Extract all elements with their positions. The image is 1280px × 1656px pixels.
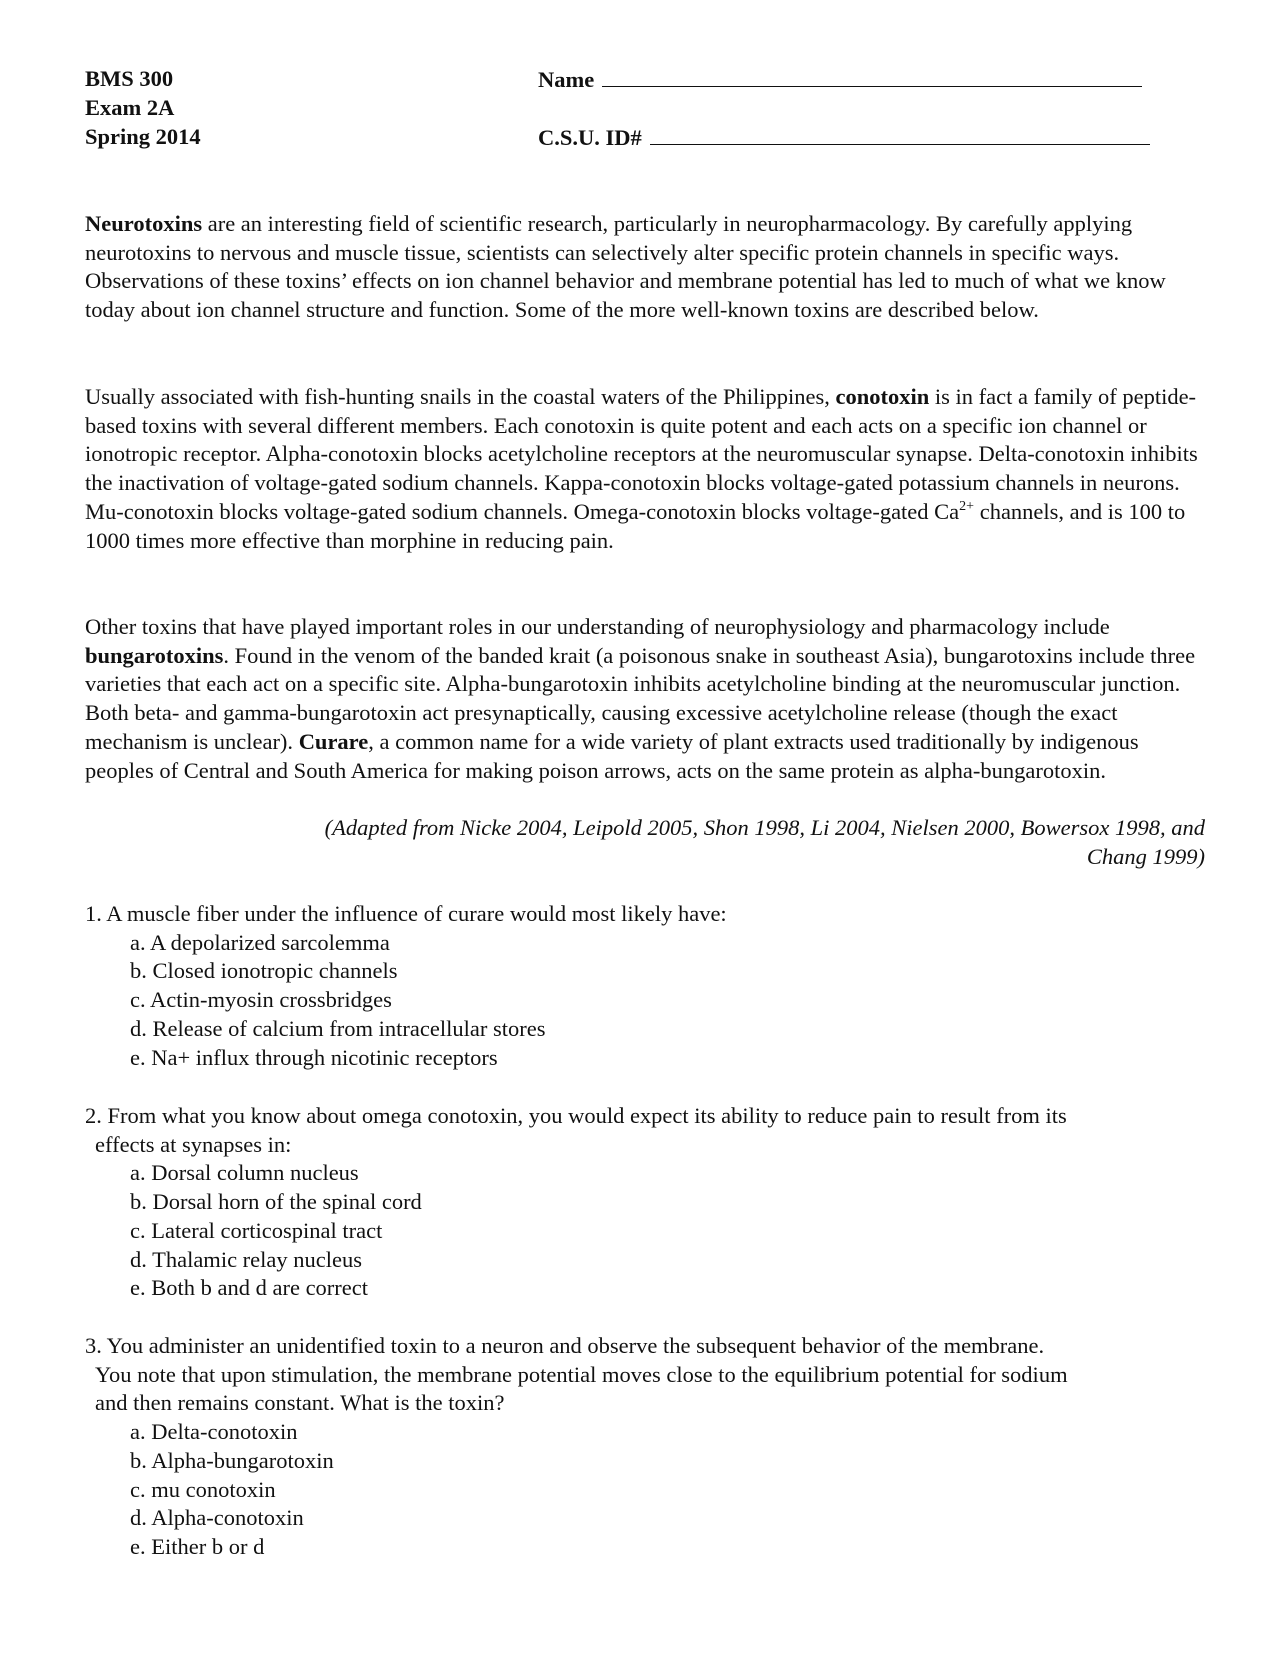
- name-label: Name: [538, 67, 595, 92]
- answer-options: [85, 929, 1215, 1073]
- passage-paragraph-3: [85, 613, 1205, 785]
- paragraph-text: is in fact a family of peptide-based toxins with several different members. Each conotoxin is quite potent and each acts on a specific ion channel or ionotropic receptor. Alpha-conotoxin blocks acetylcholine receptors at the neuromuscular synapse. Delta-conotoxin inhibits the inactivation of voltage-gated sodium channels. Kappa-conotoxin blocks voltage-gated potassium channels in neurons. Mu-conotoxin blocks voltage-gated sodium channels. Omega-conotoxin blocks voltage-gated Ca: [85, 384, 1198, 524]
- paragraph-text: are an interesting field of scientific research, particularly in neuropharmacology. By carefully applying neurotoxins to nervous and muscle tissue, scientists can selectively alter specific protein channels in specific ways. Observations of these toxins’ effects on ion channel behavior and membrane potential has led to much of what we know today about ion channel structure and function. Some of the more well-known toxins are described below.: [85, 211, 1166, 323]
- id-blank-line[interactable]: [650, 122, 1150, 145]
- answer-option[interactable]: c. Lateral corticospinal tract: [130, 1217, 383, 1243]
- answer-option[interactable]: d. Alpha-conotoxin: [130, 1505, 304, 1531]
- term-bungarotoxins: bungarotoxins: [85, 642, 224, 668]
- answer-option[interactable]: e. Either b or d: [130, 1533, 265, 1559]
- paragraph-text: . Found in the venom of the banded krait (a poisonous snake in southeast Asia), bungarotoxins include three varieties that each act on a specific site. Alpha-bungarotoxin inhibits acetylcholine binding at the neuromuscular junction. Both beta- and gamma-bungarotoxin act presynaptically, causing excessive acetylcholine release (though the exact mechanism is unclear).: [85, 642, 1196, 754]
- paragraph-text: Usually associated with fish-hunting snails in the coastal waters of the Philippines,: [85, 384, 836, 409]
- citation-line: Chang 1999): [1086, 843, 1205, 869]
- id-label: C.S.U. ID#: [538, 125, 642, 150]
- name-blank-line[interactable]: [602, 64, 1142, 87]
- citation-line: (Adapted from Nicke 2004, Leipold 2005, Shon 1998, Li 2004, Nielsen 2000, Bowersox 1998, and: [324, 815, 1205, 840]
- answer-option[interactable]: c. Actin-myosin crossbridges: [130, 987, 392, 1013]
- question-1: [85, 900, 1215, 1072]
- question-stem-continued: effects at synapses in:: [95, 1131, 292, 1157]
- exam-term: Spring 2014: [85, 124, 201, 149]
- question-3: [85, 1332, 1215, 1562]
- question-stem: 2. From what you know about omega conotoxin, you would expect its ability to reduce pain to result from its: [85, 1103, 1067, 1128]
- answer-option[interactable]: e. Na+ influx through nicotinic receptors: [130, 1044, 498, 1070]
- paragraph-text: Other toxins that have played important roles in our understanding of neurophysiology and pharmacology include: [85, 614, 1110, 639]
- course-code: BMS 300: [85, 66, 174, 91]
- question-2: [85, 1102, 1215, 1303]
- answer-option[interactable]: d. Release of calcium from intracellular stores: [130, 1015, 546, 1041]
- superscript-charge: 2+: [959, 498, 975, 514]
- question-stem: 3. You administer an unidentified toxin to a neuron and observe the subsequent behavior of the membrane.: [85, 1333, 1045, 1358]
- citation: [85, 814, 1205, 871]
- exam-title: Exam 2A: [85, 95, 175, 120]
- course-header: [85, 64, 201, 151]
- answer-option[interactable]: b. Dorsal horn of the spinal cord: [130, 1189, 422, 1215]
- answer-option[interactable]: a. Delta-conotoxin: [130, 1419, 298, 1445]
- answer-option[interactable]: c. mu conotoxin: [130, 1476, 276, 1502]
- passage-paragraph-1: [85, 210, 1205, 325]
- name-field-row: [538, 64, 1142, 93]
- question-stem: 1. A muscle fiber under the influence of curare would most likely have:: [85, 901, 727, 926]
- passage-paragraph-2: [85, 383, 1205, 555]
- id-field-row: [538, 122, 1150, 151]
- paragraph-text: channels, and is 100 to 1000 times more effective than morphine in reducing pain.: [85, 498, 1186, 553]
- paragraph-text: , a common name for a wide variety of plant extracts used traditionally by indigenous peoples of Central and South America for making poison arrows, acts on the same protein as alpha-bungarotoxin.: [85, 728, 1139, 783]
- answer-option[interactable]: d. Thalamic relay nucleus: [130, 1246, 362, 1272]
- answer-option[interactable]: b. Alpha-bungarotoxin: [130, 1447, 334, 1473]
- answer-options: [85, 1159, 1215, 1303]
- term-neurotoxins: Neurotoxins: [85, 211, 203, 236]
- answer-option[interactable]: a. A depolarized sarcolemma: [130, 929, 390, 955]
- term-conotoxin: conotoxin: [835, 384, 930, 409]
- answer-options: [85, 1418, 1215, 1562]
- answer-option[interactable]: a. Dorsal column nucleus: [130, 1160, 359, 1186]
- answer-option[interactable]: b. Closed ionotropic channels: [130, 958, 398, 984]
- answer-option[interactable]: e. Both b and d are correct: [130, 1275, 369, 1301]
- question-stem-continued: You note that upon stimulation, the membrane potential moves close to the equilibrium potential for sodium: [95, 1361, 1068, 1387]
- question-stem-continued: and then remains constant. What is the toxin?: [95, 1390, 505, 1416]
- term-curare: Curare: [298, 728, 369, 754]
